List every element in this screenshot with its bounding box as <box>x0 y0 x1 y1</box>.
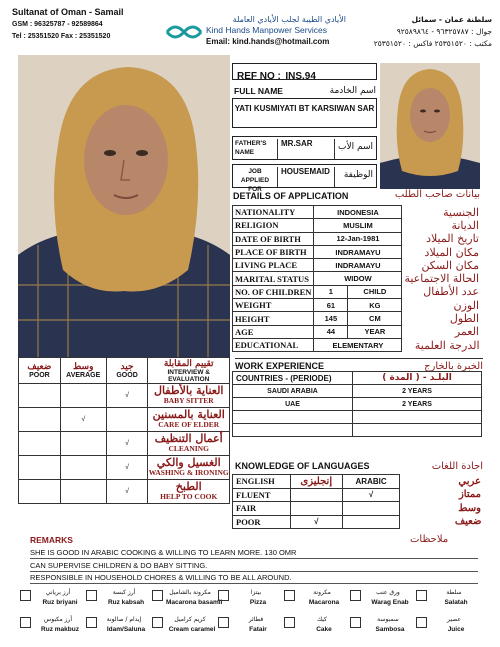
dish-label: Macarona basamil <box>166 599 223 606</box>
details-label-ar: الحالة الاجتماعية <box>404 272 479 286</box>
details-label: RELIGION <box>233 219 314 232</box>
details-label: HEIGHT <box>233 312 314 325</box>
details-row <box>233 285 482 298</box>
poor-header: ضعيف POOR <box>19 358 61 384</box>
company-name-en: Kind Hands Manpower Services <box>206 25 327 35</box>
details-value: 12-Jan-1981 <box>314 232 402 245</box>
father-row <box>232 136 377 160</box>
dish-option[interactable] <box>152 615 216 635</box>
experience-row <box>233 398 482 411</box>
header-center <box>206 14 346 47</box>
remarks-title-ar: ملاحظات <box>410 534 449 545</box>
poor-check <box>19 432 61 456</box>
dish-label: Cream caramel <box>168 626 216 633</box>
ref-value: INS.94 <box>285 71 316 82</box>
language-level-ar: ممتاز <box>458 489 481 501</box>
language-level: FLUENT <box>233 488 291 502</box>
dish-checkbox[interactable] <box>218 590 229 601</box>
job-label-ar: الوظيفة <box>343 170 373 180</box>
education-label: EDUCATIONAL <box>233 338 314 351</box>
dish-checkbox[interactable] <box>152 590 163 601</box>
job-label: JOB APPLIED FOR <box>240 168 270 193</box>
dish-option[interactable] <box>416 615 476 635</box>
good-check <box>106 408 148 432</box>
dish-checkbox[interactable] <box>20 590 31 601</box>
dish-option[interactable] <box>350 588 410 608</box>
experience-country: UAE <box>233 398 353 411</box>
poor-check <box>19 456 61 480</box>
dish-option[interactable] <box>218 615 278 635</box>
experience-country: SAUDI ARABIA <box>233 385 353 398</box>
dish-label: Fatair <box>249 626 267 633</box>
english-level-check: √ <box>290 515 342 529</box>
ref-number-box <box>232 63 377 80</box>
tel-fax-line: Tel : 25351520 Fax : 25351520 <box>12 33 111 40</box>
details-row <box>233 219 482 232</box>
english-level-check <box>290 488 342 502</box>
full-name-label: FULL NAME <box>234 86 283 96</box>
kind-hands-logo <box>165 22 203 42</box>
details-label: WEIGHT <box>233 299 314 312</box>
details-row <box>233 259 482 272</box>
average-check <box>60 384 106 408</box>
english-level-check <box>290 502 342 516</box>
average-header: وسط AVERAGE <box>60 358 106 384</box>
details-label: NO. OF CHILDREN <box>233 285 314 298</box>
full-name-value: YATI KUSMIYATI BT KARSIWAN SAR <box>232 98 377 128</box>
dish-checkbox[interactable] <box>416 590 427 601</box>
details-label: AGE <box>233 325 314 338</box>
dish-label-ar: ورق عنب <box>376 589 400 596</box>
task-label: CLEANING <box>168 443 209 453</box>
dish-checkbox[interactable] <box>284 590 295 601</box>
details-value: 145 <box>314 312 348 325</box>
language-row <box>233 488 482 502</box>
dish-option[interactable] <box>350 615 410 635</box>
arabic-level-check <box>342 502 400 516</box>
right-location-ar: سلطنة عمان - سمائل <box>411 15 492 24</box>
good-check: √ <box>106 456 148 480</box>
interview-row <box>19 384 230 408</box>
details-unit: KG <box>348 299 402 312</box>
details-label-ar: العمر <box>454 325 479 339</box>
arabic-header-ar: عربي <box>458 475 481 487</box>
job-value: HOUSEMAID <box>277 167 335 187</box>
dish-label-ar: مكرونة <box>313 589 331 596</box>
details-unit: CM <box>348 312 402 325</box>
details-label: MARITAL STATUS <box>233 272 314 285</box>
task-label: WASHING & IRONING <box>148 467 229 477</box>
details-row <box>233 312 482 325</box>
details-label-ar: الديانة <box>451 218 479 232</box>
task-label-ar: العناية بالمسنين <box>152 407 225 421</box>
details-row <box>233 272 482 285</box>
good-header: جيد GOOD <box>106 358 148 384</box>
details-label-ar: الوزن <box>453 298 479 312</box>
dish-label-ar: أرز مكبوس <box>43 616 73 623</box>
dish-checkbox[interactable] <box>20 617 31 628</box>
dish-option[interactable] <box>86 615 146 635</box>
father-value: MR.SAR <box>277 139 335 159</box>
details-title-ar: بيانات صاحب الطلب <box>394 189 480 200</box>
details-unit: CHILD <box>348 285 402 298</box>
dish-label: Juice <box>447 626 465 633</box>
dish-label: Idam/Saluna <box>106 626 146 633</box>
english-header: ENGLISH <box>233 475 291 489</box>
countries-header-ar: البلـد - ( المدة ) <box>353 372 482 385</box>
average-check <box>60 432 106 456</box>
arabic-header: ARABIC <box>342 475 400 489</box>
details-row <box>233 206 482 219</box>
languages-table <box>232 474 482 529</box>
company-location: Sultanat of Oman - Samail <box>12 7 124 17</box>
dish-label-ar: إيدام / صالونة <box>106 616 142 623</box>
details-label: DATE OF BIRTH <box>233 232 314 245</box>
dish-label-ar: سمبوسة <box>377 616 399 623</box>
language-row <box>233 515 482 529</box>
details-row <box>233 245 482 258</box>
applicant-photo <box>18 55 230 357</box>
dish-option[interactable] <box>20 588 80 608</box>
task-label: BABY SITTER <box>163 395 214 405</box>
details-value: INDRAMAYU <box>314 245 402 258</box>
language-level: POOR <box>233 515 291 529</box>
dish-option[interactable] <box>86 588 146 608</box>
dish-checkbox[interactable] <box>86 590 97 601</box>
father-label: FATHER'S NAME <box>235 140 267 156</box>
right-mobile-ar: جوال : ٩٦٣٢٥٧٨٧ - ٩٢٥٨٩٨٦٤ <box>396 27 492 36</box>
details-label: LIVING PLACE <box>233 259 314 272</box>
arabic-level-check <box>342 515 400 529</box>
dish-label-ar: بيتزا <box>250 589 262 596</box>
ref-label: REF NO : <box>237 71 281 82</box>
experience-period: 2 YEARS <box>353 398 482 411</box>
experience-period: 2 YEARS <box>353 385 482 398</box>
dish-label: Cake <box>316 626 332 633</box>
dish-checkbox[interactable] <box>152 617 163 628</box>
dish-checkbox[interactable] <box>416 617 427 628</box>
details-label-ar: عدد الأطفال <box>423 285 479 299</box>
task-label-ar: أعمال التنظيف <box>154 431 223 445</box>
interview-task <box>148 480 230 504</box>
dish-label: Ruz kabsah <box>107 599 145 606</box>
interview-table <box>18 357 230 504</box>
interview-row <box>19 480 230 504</box>
good-check: √ <box>106 432 148 456</box>
good-check: √ <box>106 480 148 504</box>
details-value: MUSLIM <box>314 219 402 232</box>
interview-task <box>148 408 230 432</box>
details-value: 1 <box>314 285 348 298</box>
work-experience-title: WORK EXPERIENCE الخبرة بالخارج <box>235 358 483 372</box>
dish-label: Ruz makbuz <box>41 626 79 633</box>
dish-checkbox[interactable] <box>86 617 97 628</box>
task-label: HELP TO COOK <box>160 491 218 501</box>
language-row <box>233 502 482 516</box>
dish-option[interactable] <box>20 615 80 635</box>
remarks-line-1: SHE IS GOOD IN ARABIC COOKING & WILLING TO LEARN MORE. 130 OMR <box>30 547 478 559</box>
dishes-grid <box>20 588 490 644</box>
full-name-label-ar: اسم الخادمة <box>329 86 376 96</box>
details-label: NATIONALITY <box>233 206 314 219</box>
company-email: Email: kind.hands@hotmail.com <box>206 37 330 46</box>
dish-label: Pizza <box>249 599 267 606</box>
company-name-ar: الأيادي الطيبة لجلب الأيادي العاملة <box>232 15 346 24</box>
job-row <box>232 164 377 193</box>
details-value: INDRAMAYU <box>314 259 402 272</box>
poor-check <box>19 384 61 408</box>
interview-row <box>19 432 230 456</box>
experience-table <box>232 371 482 437</box>
dish-option[interactable] <box>284 615 344 635</box>
dish-label: Warag Enab <box>371 599 409 606</box>
interview-task <box>148 384 230 408</box>
task-label-ar: الغسيل والكي <box>156 455 221 469</box>
language-level-ar: وسط <box>458 502 481 514</box>
dish-label: Salatah <box>444 599 468 606</box>
language-level-ar: ضعيف <box>454 516 482 528</box>
experience-row <box>233 411 482 424</box>
details-title: DETAILS OF APPLICATION <box>233 191 349 201</box>
header-right <box>352 14 492 50</box>
details-label-ar: مكان السكن <box>421 258 479 272</box>
details-value: INDONESIA <box>314 206 402 219</box>
details-value: 44 <box>314 325 348 338</box>
interview-row <box>19 408 230 432</box>
remarks-line-3: RESPONSIBLE IN HOUSEHOLD CHORES & WILLING TO BE ALL AROUND. <box>30 572 478 584</box>
experience-row <box>233 424 482 437</box>
details-row <box>233 325 482 338</box>
details-label: PLACE OF BIRTH <box>233 245 314 258</box>
good-check: √ <box>106 384 148 408</box>
dish-checkbox[interactable] <box>218 617 229 628</box>
details-label-ar: مكان الميلاد <box>424 245 479 259</box>
experience-country <box>233 424 353 437</box>
interview-task <box>148 456 230 480</box>
dish-option[interactable] <box>152 588 223 608</box>
details-table <box>232 205 482 352</box>
dish-label-ar: أرز برياني <box>45 589 71 596</box>
experience-period <box>353 411 482 424</box>
dish-option[interactable] <box>218 588 278 608</box>
arabic-level-check: √ <box>342 488 400 502</box>
interview-task <box>148 432 230 456</box>
education-label-ar: الدرجة العلمية <box>414 338 480 352</box>
father-label-ar: اسم الأب <box>338 142 373 152</box>
dish-option[interactable] <box>284 588 344 608</box>
average-check: √ <box>60 408 106 432</box>
average-check <box>60 456 106 480</box>
experience-row <box>233 385 482 398</box>
dish-label-ar: مكرونة بالشاميل <box>169 589 211 596</box>
dish-label-ar: كريم كراميل <box>174 616 206 623</box>
details-label-ar: الجنسية <box>443 205 479 219</box>
interview-row <box>19 456 230 480</box>
experience-period <box>353 424 482 437</box>
dish-label-ar: أرز كبسة <box>112 589 136 596</box>
poor-check <box>19 480 61 504</box>
dish-checkbox[interactable] <box>350 590 361 601</box>
details-unit: YEAR <box>348 325 402 338</box>
dish-label: Macarona <box>308 599 340 606</box>
details-label-ar: الطول <box>449 312 479 326</box>
gsm-line: GSM : 96325787 - 92589864 <box>12 20 103 28</box>
experience-country <box>233 411 353 424</box>
poor-check <box>19 408 61 432</box>
remarks-line-2: CAN SUPERVISE CHILDREN & DO BABY SITTING. <box>30 560 478 572</box>
education-value: ELEMENTARY <box>314 338 402 351</box>
header-left <box>12 6 162 44</box>
task-label-ar: الطبخ <box>175 479 202 493</box>
evaluation-header: تقييم المقابلة INTERVIEW & EVALUATION <box>148 358 230 384</box>
task-label-ar: العناية بالأطفال <box>153 383 224 397</box>
dish-label-ar: كيك <box>317 616 327 623</box>
dish-label-ar: سلطة <box>446 589 462 596</box>
details-value: 61 <box>314 299 348 312</box>
details-label-ar: تاريخ الميلاد <box>426 232 479 246</box>
countries-header: COUNTRIES - (PERIODE) <box>233 372 353 385</box>
languages-title: KNOWLEDGE OF LANGUAGES اجادة اللغات <box>235 461 483 472</box>
dish-checkbox[interactable] <box>284 617 295 628</box>
dish-label-ar: فطائر <box>248 616 264 623</box>
details-row <box>233 338 482 351</box>
remarks-title: REMARKS <box>30 535 73 545</box>
dish-option[interactable] <box>416 588 476 608</box>
dish-label: Ruz briyani <box>42 599 78 606</box>
applicant-photo-small <box>380 63 480 189</box>
dish-checkbox[interactable] <box>350 617 361 628</box>
dish-label: Sambosa <box>375 626 405 633</box>
english-header-ar: إنجليزى <box>290 475 342 489</box>
details-row <box>233 299 482 312</box>
task-label: CARE OF ELDER <box>158 419 220 429</box>
average-check <box>60 480 106 504</box>
details-row <box>233 232 482 245</box>
right-office-ar: مكتب : ٢٥٣٥١٥٢٠ فاكس : ٢٥٣٥١٥٢٠ <box>373 39 492 48</box>
dish-label-ar: عصير <box>447 616 461 623</box>
details-value: WIDOW <box>314 272 402 285</box>
language-level: FAIR <box>233 502 291 516</box>
